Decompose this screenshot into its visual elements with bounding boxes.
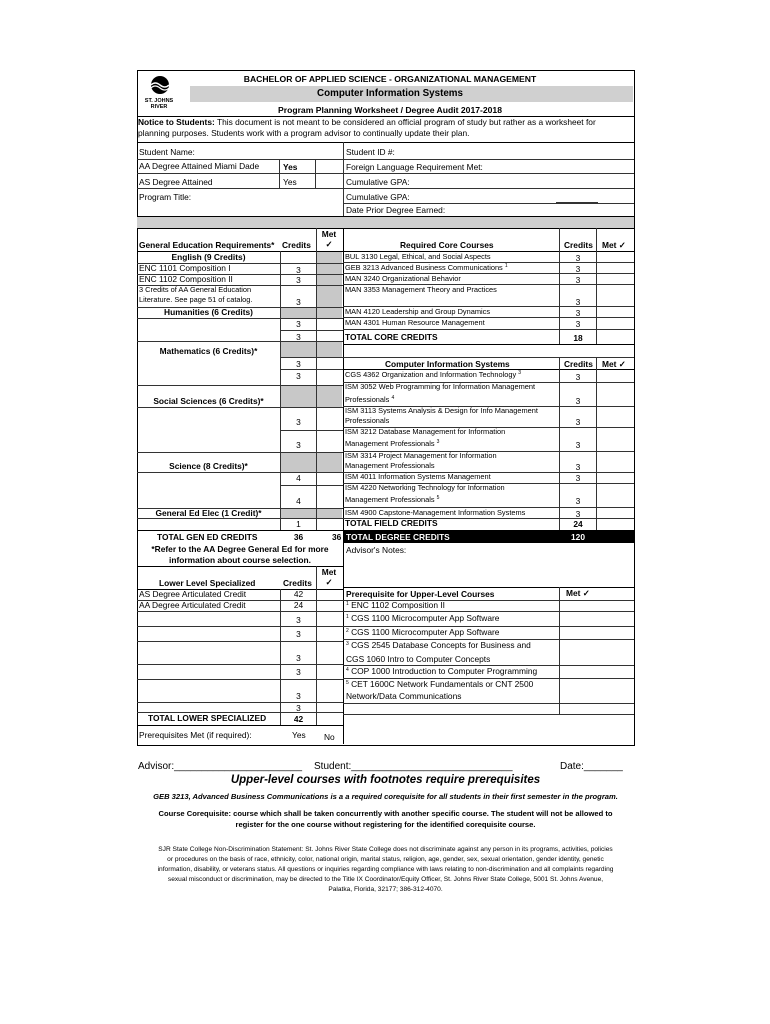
nondiscrimination-line3: information, disability, or veterans status. All questions or inquiries regarding compliance with laws relating to non-discrimination and all complaints regarding <box>157 866 614 873</box>
lower-credits-4: 3 <box>296 629 301 639</box>
page-title: BACHELOR OF APPLIED SCIENCE - ORGANIZATIONAL MANAGEMENT <box>243 74 537 84</box>
cis-credits-ism3113: 3 <box>575 417 581 427</box>
cumulative-gpa-label: Cumulative GPA: <box>346 177 410 187</box>
core-course-man3240: MAN 3240 Organizational Behavior <box>345 274 461 283</box>
science-credits-2: 4 <box>296 496 301 506</box>
core-credits-man3240: 3 <box>575 275 581 285</box>
total-core-value: 18 <box>573 333 583 343</box>
prereq-cop1000: $^4$ COP 1000 Introduction to Computer Programming <box>346 666 538 676</box>
as-articulated-label: AS Degree Articulated Credit <box>139 589 247 599</box>
cis-course-ism4220-line1: ISM 4220 Networking Technology for Information <box>345 483 505 492</box>
aa-articulated-credits: 24 <box>293 600 304 610</box>
student-id-label: Student ID #: <box>346 147 395 157</box>
prereq-cgs2545-line1: $^3$ CGS 2545 Database Concepts for Business and <box>346 640 531 650</box>
gen-ed-header: General Education Requirements* <box>139 240 275 250</box>
core-credits-header: Credits <box>564 240 593 250</box>
social-sciences-heading: Social Sciences (6 Credits)* <box>153 396 264 406</box>
date-line[interactable]: Date:_______ <box>560 761 623 772</box>
science-credits-1: 4 <box>296 473 301 483</box>
cis-credits-ism4220: 3 <box>575 496 581 506</box>
prereq-cgs2545-line2: CGS 1060 Intro to Computer Concepts <box>346 654 491 664</box>
refer-note-1: *Refer to the AA Degree General Ed for more <box>151 544 329 554</box>
gen-ed-elective-heading: General Ed Elec (1 Credit)* <box>155 508 262 518</box>
corequisite-line1: Course Corequisite: course which shall be taken concurrently with another specific course. The student will not be allowed to <box>158 809 613 818</box>
lower-credits-5: 3 <box>296 653 301 663</box>
separator-band <box>137 216 634 228</box>
cis-course-cgs4362: CGS 4362 Organization and Information Technology $^3$ <box>345 370 522 379</box>
lower-level-header: Lower Level Specialized <box>159 578 256 588</box>
cis-credits-header: Credits <box>564 359 593 369</box>
prereq-no[interactable]: No <box>324 732 335 742</box>
enc1102-credits: 3 <box>296 275 301 285</box>
aa-gen-ed-line2: Literature. See page 51 of catalog. <box>139 295 253 304</box>
aa-articulated-label: AA Degree Articulated Credit <box>139 600 246 610</box>
met-header: Met <box>321 229 337 239</box>
advisor-signature-line[interactable]: Advisor:_______________________ <box>138 761 303 772</box>
notice-line1: Notice to Students: This document is not meant to be considered an official program of study but rather as a worksheet for <box>138 117 596 127</box>
cis-credits-cgs4362: 3 <box>575 372 581 382</box>
nondiscrimination-line5: Palatka, Florida, 32177; 386-312-4070. <box>328 886 443 893</box>
cis-course-ism3212-line2: Management Professionals $^3$ <box>345 439 440 448</box>
cis-course-ism3052-line2: Professionals $^4$ <box>345 395 395 404</box>
core-course-man4301: MAN 4301 Human Resource Management <box>345 318 485 327</box>
corequisite-line2: register for the one course without registering for the identified corequisite course. <box>235 820 536 829</box>
cis-course-ism3314-line1: ISM 3314 Project Management for Information <box>345 451 497 460</box>
enc1101-label: ENC 1101 Composition I <box>139 263 231 273</box>
core-credits-man4120: 3 <box>575 308 581 318</box>
prereq-met-header: Met ✓ <box>566 588 590 598</box>
program-subtitle: Computer Information Systems <box>317 88 463 99</box>
humanities-credits-2: 3 <box>296 332 301 342</box>
core-course-bul3130: BUL 3130 Legal, Ethical, and Social Aspects <box>345 252 491 261</box>
cis-course-ism3314-line2: Management Professionals <box>345 461 435 470</box>
cis-credits-ism4011: 3 <box>575 473 581 483</box>
cis-header: Computer Information Systems <box>385 359 510 369</box>
cis-course-ism3052-line1: ISM 3052 Web Programming for Information Management <box>345 382 536 391</box>
nondiscrimination-line4: sexual misconduct or discrimination, may be directed to the Title IX Coordinator/Equity Officer, St. Johns River State College, 5001 St. Johns Avenue, <box>167 876 604 883</box>
core-met-header: Met ✓ <box>602 240 626 250</box>
total-field-value: 24 <box>573 519 583 529</box>
date-prior-degree-label: Date Prior Degree Earned: <box>346 205 446 215</box>
prereq-cgs1100-a: $^1$ CGS 1100 Microcomputer App Software <box>346 613 500 623</box>
lower-met-check-icon: ✓ <box>325 577 333 587</box>
cis-course-ism4220-line2: Management Professionals $^5$ <box>345 495 440 504</box>
notice-line2: planning purposes. Students work with a program advisor to continually update their plan. <box>138 128 470 138</box>
logo-text: ST. JOHNS RIVER <box>144 98 174 110</box>
prereq-cgs1100-b: $^2$ CGS 1100 Microcomputer App Software <box>346 627 500 637</box>
total-gen-ed-value-a: 36 <box>293 532 304 542</box>
humanities-heading: Humanities (6 Credits) <box>164 307 253 317</box>
total-lower-value: 42 <box>293 714 304 724</box>
total-degree-value: 120 <box>571 532 585 542</box>
total-field-label: TOTAL FIELD CREDITS <box>345 518 438 528</box>
aa-gen-ed-credits: 3 <box>296 297 301 307</box>
core-credits-geb3213: 3 <box>575 264 581 274</box>
math-heading: Mathematics (6 Credits)* <box>159 346 258 356</box>
math-credits-2: 3 <box>296 371 301 381</box>
nondiscrimination-line1: SJR State College Non-Discrimination Statement: St. Johns River State College does not discriminate against any person in its programs, activities, policies <box>158 846 613 853</box>
prereq-yes[interactable]: Yes <box>292 730 306 740</box>
core-credits-man3353: 3 <box>575 297 581 307</box>
met-check-icon: ✓ <box>325 239 333 249</box>
cis-course-ism3113-line2: Professionals <box>345 416 390 425</box>
cis-credits-ism3314: 3 <box>575 462 581 472</box>
cis-credits-ism4900: 3 <box>575 509 581 519</box>
gen-ed-credits-header: Credits <box>282 240 311 250</box>
cis-met-header: Met ✓ <box>602 359 626 369</box>
cis-credits-ism3212: 3 <box>575 440 581 450</box>
social-credits-2: 3 <box>296 440 301 450</box>
cis-course-ism3212-line1: ISM 3212 Database Management for Information <box>345 427 506 436</box>
foreign-language-label: Foreign Language Requirement Met: <box>346 162 483 172</box>
lower-credits-6: 3 <box>296 667 301 677</box>
refer-note-2: information about course selection. <box>169 555 311 565</box>
humanities-credits-1: 3 <box>296 319 301 329</box>
prereq-enc1102: $^1$ ENC 1102 Composition II <box>346 600 445 610</box>
cis-course-ism4900: ISM 4900 Capstone-Management Information Systems <box>345 508 526 517</box>
program-title-label: Program Title: <box>139 192 192 202</box>
as-degree-label: AS Degree Attained <box>139 177 213 187</box>
enc1101-credits: 3 <box>296 265 301 275</box>
elective-credits: 1 <box>296 519 301 529</box>
lower-credits-header: Credits <box>283 578 312 588</box>
core-course-geb3213: GEB 3213 Advanced Business Communications $^1$ <box>345 263 508 272</box>
worksheet-title: Program Planning Worksheet / Degree Audit 2017-2018 <box>278 105 502 115</box>
as-articulated-credits: 42 <box>293 589 304 599</box>
science-heading: Science (8 Credits)* <box>169 461 248 471</box>
total-gen-ed-value-b: 36 <box>332 532 342 542</box>
cis-course-ism4011: ISM 4011 Information Systems Management <box>345 472 491 481</box>
core-courses-header: Required Core Courses <box>400 240 494 250</box>
math-credits-1: 3 <box>296 359 301 369</box>
total-gen-ed-label: TOTAL GEN ED CREDITS <box>157 532 258 542</box>
prereq-met-label: Prerequisites Met (if required): <box>139 730 252 740</box>
cis-credits-ism3052: 3 <box>575 396 581 406</box>
aa-degree-value: Yes <box>283 162 298 172</box>
aa-gen-ed-line1: 3 Credits of AA General Education <box>139 285 252 294</box>
as-degree-value: Yes <box>283 177 297 187</box>
upper-level-title: Upper-level courses with footnotes require prerequisites <box>230 774 541 786</box>
total-core-label: TOTAL CORE CREDITS <box>345 332 438 342</box>
cumulative-gpa-label-2: Cumulative GPA: <box>346 192 410 202</box>
core-course-man4120: MAN 4120 Leadership and Group Dynamics <box>345 307 491 316</box>
total-degree-label: TOTAL DEGREE CREDITS <box>346 532 450 542</box>
core-credits-man4301: 3 <box>575 319 581 329</box>
english-heading: English (9 Credits) <box>171 252 246 262</box>
prereq-cet1600c-line2: Network/Data Communications <box>346 691 462 701</box>
nondiscrimination-line2: or procedures on the basis of race, ethnicity, color, national origin, marital status, religion, age, gender, sex, sexual orientation, gender identity, genetic <box>167 856 604 863</box>
total-lower-label: TOTAL LOWER SPECIALIZED <box>148 713 267 723</box>
lower-credits-8: 3 <box>296 703 301 713</box>
student-signature-line[interactable]: Student:_____________________________ <box>314 761 513 772</box>
social-credits-1: 3 <box>296 417 301 427</box>
cis-course-ism3113-line1: ISM 3113 Systems Analysis & Design for Info Management <box>345 406 538 415</box>
prereq-cet1600c-line1: $^5$ CET 1600C Network Fundamentals or CNT 2500 <box>346 679 534 689</box>
core-credits-bul3130: 3 <box>575 253 581 263</box>
enc1102-label: ENC 1102 Composition II <box>139 274 233 284</box>
prereq-header: Prerequisite for Upper-Level Courses <box>346 589 495 599</box>
advisor-notes-label: Advisor's Notes: <box>346 545 407 555</box>
core-course-man3353: MAN 3353 Management Theory and Practices <box>345 285 497 294</box>
student-name-label: Student Name: <box>139 147 195 157</box>
lower-credits-7: 3 <box>296 691 301 701</box>
aa-degree-label: AA Degree Attained Miami Dade <box>139 161 260 171</box>
geb-note: GEB 3213, Advanced Business Communications is a a required corequisite for all students in their first semester in the program. <box>153 792 618 801</box>
lower-credits-3: 3 <box>296 615 301 625</box>
lower-met-header: Met <box>321 567 337 577</box>
